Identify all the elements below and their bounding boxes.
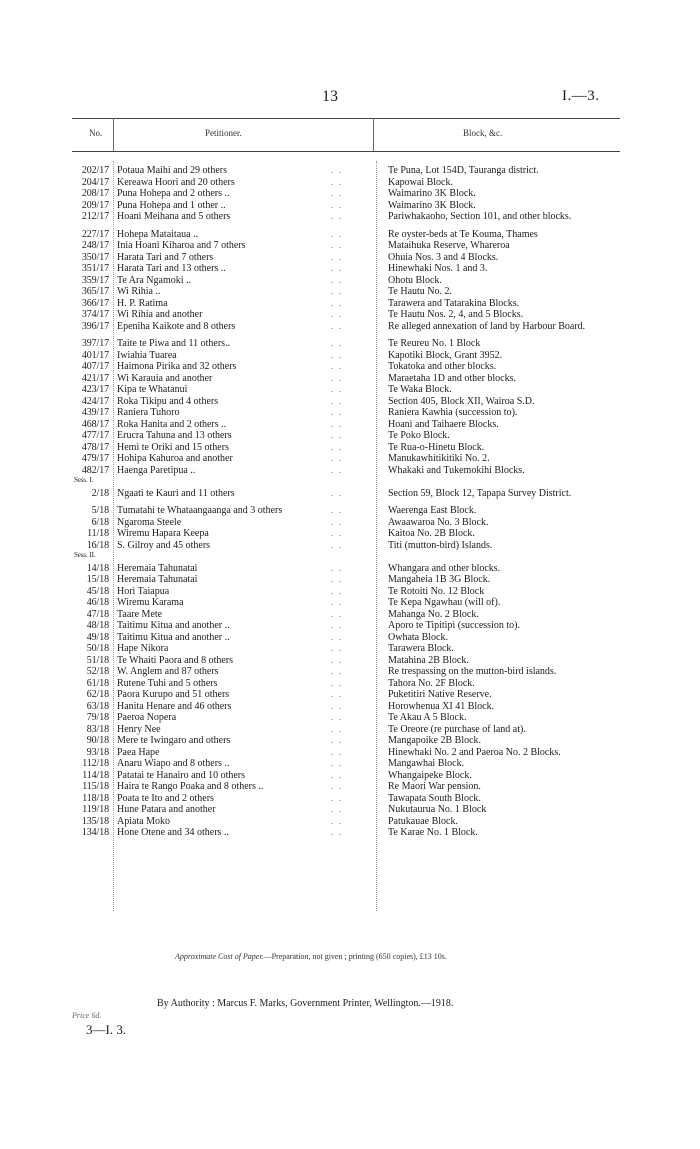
- row-block: Kapowai Block.: [388, 176, 453, 188]
- row-block: Tahora No. 2F Block.: [388, 677, 475, 689]
- row-petitioner: S. Gilroy and 45 others: [117, 539, 211, 551]
- row-petitioner: Wi Karauia and another: [117, 372, 213, 384]
- row-block: Re Maori War pension.: [388, 781, 481, 792]
- table-row: [72, 655, 632, 667]
- table-row: [72, 177, 632, 189]
- row-block: Hinewhaki No. 2 and Paeroa No. 2 Blocks.: [388, 746, 561, 758]
- page-number: 13: [322, 88, 338, 105]
- leader-dots: . .: [331, 275, 343, 285]
- column-header-block: Block, &c.: [463, 128, 503, 138]
- row-petitioner: Taitimu Kitua and another ..: [117, 631, 230, 643]
- leader-dots: . .: [331, 362, 343, 371]
- leader-dots: . .: [331, 350, 343, 360]
- table-row: [72, 252, 632, 264]
- row-block: Waimarino 3K Block.: [388, 199, 476, 211]
- row-petitioner: Patatai te Hanairo and 10 others: [117, 769, 246, 781]
- row-block: Te Puna, Lot 154D, Tauranga district.: [388, 165, 539, 176]
- table-row: [72, 724, 632, 736]
- authority-line: By Authority : Marcus F. Marks, Government Printer, Wellington.—1918.: [157, 998, 454, 1009]
- row-block: Aporo te Tipitipi (succession to).: [388, 620, 520, 631]
- row-number: 93/18: [86, 746, 109, 758]
- header-rule: [72, 151, 620, 152]
- row-petitioner: Roka Tikipu and 4 others: [117, 395, 219, 407]
- row-petitioner: Harata Tari and 7 others: [117, 251, 214, 263]
- leader-dots: . .: [331, 321, 343, 331]
- row-petitioner: Mere te Iwingaro and others: [117, 735, 231, 746]
- table-row: [72, 465, 632, 477]
- row-number: 227/17: [81, 228, 109, 240]
- row-number: 63/18: [86, 700, 109, 712]
- row-number: 212/17: [81, 211, 109, 222]
- table-row: [72, 770, 632, 782]
- row-block: Whangara and other blocks.: [388, 562, 501, 574]
- leader-dots: . .: [331, 678, 343, 688]
- row-number: 468/17: [81, 418, 109, 430]
- leader-dots: . .: [331, 701, 343, 711]
- leader-dots: . .: [331, 655, 343, 665]
- leader-dots: . .: [331, 488, 343, 498]
- leader-dots: . .: [331, 644, 343, 653]
- row-block: Te Poko Block.: [388, 430, 450, 441]
- row-block: Manukawhitikitiki No. 2.: [388, 453, 490, 464]
- row-petitioner: Ngaati te Kauri and 11 others: [117, 487, 235, 499]
- leader-dots: . .: [331, 431, 343, 440]
- row-number: 14/18: [86, 562, 109, 574]
- row-petitioner: Paora Kurupo and 51 others: [117, 689, 230, 700]
- table-row: [72, 701, 632, 713]
- row-number: 134/18: [81, 827, 109, 838]
- row-petitioner: Wiremu Hapara Keepa: [117, 528, 209, 539]
- row-block: Mangaheia 1B 3G Block.: [388, 574, 491, 585]
- row-petitioner: Erucra Tahuna and 13 others: [117, 430, 232, 441]
- table-row: [72, 632, 632, 644]
- row-block: Hinewhaki Nos. 1 and 3.: [388, 263, 488, 274]
- leader-dots: . .: [331, 442, 343, 452]
- table-row: [72, 586, 632, 598]
- table-row: [72, 211, 632, 223]
- table-row: [72, 597, 632, 609]
- row-number: 208/17: [81, 188, 109, 199]
- row-petitioner: Tumatahi te Whataangaanga and 3 others: [117, 505, 283, 516]
- row-petitioner: Taare Mete: [117, 608, 163, 620]
- leader-dots: . .: [331, 713, 343, 722]
- row-number: 15/18: [86, 574, 109, 585]
- table-row: [72, 263, 632, 275]
- leader-dots: . .: [331, 805, 343, 814]
- table-row: [72, 321, 632, 333]
- table-row: [72, 419, 632, 431]
- row-petitioner: Hanita Henare and 46 others: [117, 700, 232, 712]
- row-block: Mataihuka Reserve, Whareroa: [388, 240, 510, 251]
- row-number: 50/18: [86, 643, 109, 654]
- leader-dots: . .: [331, 816, 343, 826]
- row-petitioner: Hune Patara and another: [117, 804, 216, 815]
- row-petitioner: Hape Nikora: [117, 643, 169, 654]
- row-number: 16/18: [86, 539, 109, 551]
- row-petitioner: Te Whaiti Paora and 8 others: [117, 654, 234, 666]
- leader-dots: . .: [331, 229, 343, 239]
- row-block: Horowhenua XI 41 Block.: [388, 700, 495, 712]
- row-number: 46/18: [86, 597, 109, 608]
- row-block: Hoani and Taihaere Blocks.: [388, 418, 499, 430]
- row-petitioner: Paea Hape: [117, 746, 160, 758]
- table-row: [72, 488, 632, 500]
- row-petitioner: Wi Rihia ..: [117, 286, 161, 297]
- row-petitioner: Hone Otene and 34 others ..: [117, 827, 229, 838]
- row-block: Awaawaroa No. 3 Block.: [388, 516, 489, 528]
- row-block: Maraetaha 1D and other blocks.: [388, 372, 517, 384]
- row-block: Te Rotoiti No. 12 Block: [388, 585, 485, 597]
- leader-dots: . .: [331, 310, 343, 319]
- table-row: [72, 781, 632, 793]
- row-group-b: [72, 229, 632, 333]
- leader-dots: . .: [331, 298, 343, 308]
- row-block: Whangaipeke Block.: [388, 769, 472, 781]
- row-number: 478/17: [81, 441, 109, 453]
- table-row: [72, 275, 632, 287]
- row-petitioner: Ngaroma Steele: [117, 516, 182, 528]
- row-number: 52/18: [86, 666, 109, 677]
- row-group-e: [72, 563, 632, 839]
- row-petitioner: Heremaia Tahunatai: [117, 574, 198, 585]
- row-number: 48/18: [86, 620, 109, 631]
- table-row: [72, 396, 632, 408]
- row-petitioner: Heremaia Tahunatai: [117, 562, 198, 574]
- row-number: 439/17: [81, 407, 109, 418]
- row-petitioner: Hemi te Oriki and 15 others: [117, 441, 229, 453]
- leader-dots: . .: [331, 609, 343, 619]
- row-block: Section 59, Block 12, Tapapa Survey District.: [388, 487, 572, 499]
- column-divider-2: [373, 118, 374, 151]
- row-block: Kapotiki Block, Grant 3952.: [388, 349, 503, 361]
- row-block: Mangawhai Block.: [388, 758, 465, 769]
- row-number: 61/18: [86, 677, 109, 689]
- row-block: Re trespassing on the mutton-bird islands.: [388, 666, 557, 677]
- table-row: [72, 689, 632, 701]
- row-block: Te Karae No. 1 Block.: [388, 827, 478, 838]
- row-number: 407/17: [81, 361, 109, 372]
- leader-dots: . .: [331, 759, 343, 768]
- row-petitioner: Kipa te Whatanui: [117, 384, 188, 395]
- row-number: 118/18: [82, 792, 109, 804]
- column-header-petitioner: Petitioner.: [205, 128, 242, 138]
- table-row: [72, 678, 632, 690]
- table-row: [72, 758, 632, 770]
- row-number: 62/18: [86, 689, 109, 700]
- table-row: [72, 286, 632, 298]
- leader-dots: . .: [331, 385, 343, 394]
- row-petitioner: Anaru Wiapo and 8 others ..: [117, 758, 230, 769]
- row-petitioner: Raniera Tuhoro: [117, 407, 180, 418]
- table-row: [72, 620, 632, 632]
- table-row: [72, 643, 632, 655]
- table-row: [72, 735, 632, 747]
- table-row: [72, 804, 632, 816]
- leader-dots: . .: [331, 454, 343, 463]
- session-label: Sess. II.: [74, 551, 96, 559]
- table-row: [72, 430, 632, 442]
- row-block: Tarawera and Tatarakina Blocks.: [388, 297, 520, 309]
- leader-dots: . .: [331, 200, 343, 210]
- leader-dots: . .: [331, 212, 343, 221]
- row-number: 202/17: [81, 165, 109, 176]
- leader-dots: . .: [331, 690, 343, 699]
- row-block: Mangapoike 2B Block.: [388, 735, 482, 746]
- leader-dots: . .: [331, 586, 343, 596]
- top-rule: [72, 118, 620, 119]
- table-row: [72, 712, 632, 724]
- table-row: [72, 609, 632, 621]
- table-row: [72, 574, 632, 586]
- leader-dots: . .: [331, 264, 343, 273]
- table-row: [72, 528, 632, 540]
- row-number: 11/18: [87, 528, 109, 539]
- leader-dots: . .: [331, 517, 343, 527]
- leader-dots: . .: [331, 241, 343, 250]
- row-number: 351/17: [81, 263, 109, 274]
- leader-dots: . .: [331, 724, 343, 734]
- leader-dots: . .: [331, 529, 343, 538]
- row-block: Owhata Block.: [388, 631, 448, 643]
- row-number: 350/17: [81, 251, 109, 263]
- table-row: [72, 350, 632, 362]
- row-number: 115/18: [82, 781, 109, 792]
- leader-dots: . .: [331, 736, 343, 745]
- petitions-table: [72, 165, 632, 839]
- page-reference: I.—3.: [562, 88, 600, 104]
- table-row: [72, 827, 632, 839]
- leader-dots: . .: [331, 782, 343, 791]
- table-row: [72, 188, 632, 200]
- leader-dots: . .: [331, 465, 343, 475]
- column-divider-1: [113, 118, 114, 151]
- table-row: [72, 517, 632, 529]
- row-block: Nukutaurua No. 1 Block: [388, 804, 487, 815]
- row-block: Matahina 2B Block.: [388, 654, 469, 666]
- row-petitioner: Wi Rihia and another: [117, 309, 203, 320]
- row-petitioner: Haimona Pirika and 32 others: [117, 361, 237, 372]
- row-petitioner: Harata Tari and 13 others ..: [117, 263, 226, 274]
- row-petitioner: Te Ara Ngamoki ..: [117, 274, 192, 286]
- leader-dots: . .: [331, 632, 343, 642]
- leader-dots: . .: [331, 793, 343, 803]
- cost-text: —Preparation, not given ; printing (650 copies), £13 10s.: [263, 952, 447, 961]
- leader-dots: . .: [331, 598, 343, 607]
- row-block: Tawapata South Block.: [388, 792, 481, 804]
- row-petitioner: Hori Taiapua: [117, 585, 170, 597]
- cost-label: Approximate Cost of Paper.: [175, 952, 264, 961]
- cost-note: [175, 952, 447, 961]
- row-petitioner: Roka Hanita and 2 others ..: [117, 418, 227, 430]
- row-block: Patukauae Block.: [388, 815, 458, 827]
- row-group-c: [72, 338, 632, 476]
- row-number: 5/18: [91, 505, 109, 516]
- table-row: [72, 563, 632, 575]
- row-number: 366/17: [81, 297, 109, 309]
- leader-dots: . .: [331, 408, 343, 417]
- row-petitioner: Haenga Paretipua ..: [117, 464, 196, 476]
- row-block: Ohuia Nos. 3 and 4 Blocks.: [388, 251, 499, 263]
- row-petitioner: Puna Hohepa and 1 other ..: [117, 199, 226, 211]
- leader-dots: . .: [331, 287, 343, 296]
- row-block: Kaitoa No. 2B Block.: [388, 528, 475, 539]
- row-petitioner: Taite te Piwa and 11 others..: [117, 338, 231, 349]
- table-row: [72, 816, 632, 828]
- row-block: Tokatoka and other blocks.: [388, 361, 497, 372]
- row-number: 477/17: [81, 430, 109, 441]
- leader-dots: . .: [331, 540, 343, 550]
- row-group-d: [72, 505, 632, 551]
- row-block: Te Hautu Nos. 2, 4, and 5 Blocks.: [388, 309, 524, 320]
- row-block: Raniera Kawhia (succession to).: [388, 407, 518, 418]
- row-block: Tarawera Block.: [388, 643, 454, 654]
- row-block: Waerenga East Block.: [388, 505, 477, 516]
- table-row: [72, 505, 632, 517]
- table-row: [72, 298, 632, 310]
- printer-signature: 3—I. 3.: [86, 1022, 127, 1037]
- table-row: [72, 338, 632, 350]
- row-number: 135/18: [81, 815, 109, 827]
- table-row: [72, 540, 632, 552]
- row-petitioner: Haira te Rango Poaka and 8 others ..: [117, 781, 264, 792]
- table-row: [72, 309, 632, 321]
- row-number: 424/17: [81, 395, 109, 407]
- table-row: [72, 361, 632, 373]
- table-row: [72, 165, 632, 177]
- row-petitioner: H. P. Ratima: [117, 297, 168, 309]
- row-number: 204/17: [81, 176, 109, 188]
- table-row: [72, 793, 632, 805]
- leader-dots: . .: [331, 373, 343, 383]
- row-group-a: [72, 165, 632, 223]
- row-petitioner: W. Anglem and 87 others: [117, 666, 219, 677]
- row-petitioner: Iwiahia Tuarea: [117, 349, 177, 361]
- row-number: 83/18: [86, 723, 109, 735]
- row-block: Mahanga No. 2 Block.: [388, 608, 479, 620]
- leader-dots: . .: [331, 177, 343, 187]
- row-number: 359/17: [81, 274, 109, 286]
- row-number: 421/17: [81, 372, 109, 384]
- row-petitioner: Poata te Ito and 2 others: [117, 792, 214, 804]
- row-number: 2/18: [91, 487, 109, 499]
- row-block: Te Reureu No. 1 Block: [388, 338, 481, 349]
- row-number: 396/17: [81, 320, 109, 332]
- leader-dots: . .: [331, 621, 343, 630]
- table-row: [72, 666, 632, 678]
- row-petitioner: Rutene Tuhi and 5 others: [117, 677, 218, 689]
- leader-dots: . .: [331, 339, 343, 348]
- row-petitioner: Hohipa Kahuroa and another: [117, 453, 233, 464]
- row-block: Waimarino 3K Block.: [388, 188, 476, 199]
- leader-dots: . .: [331, 667, 343, 676]
- leader-dots: . .: [331, 747, 343, 757]
- row-petitioner: Henry Nee: [117, 723, 161, 735]
- row-number: 49/18: [86, 631, 109, 643]
- row-petitioner: Puna Hohepa and 2 others ..: [117, 188, 230, 199]
- table-row: [72, 747, 632, 759]
- row-number: 479/17: [81, 453, 109, 464]
- table-row: [72, 442, 632, 454]
- row-block: Te Kepa Ngawhau (will of).: [388, 597, 501, 608]
- leader-dots: . .: [331, 506, 343, 515]
- row-petitioner: Potaua Maihi and 29 others: [117, 165, 227, 176]
- row-petitioner: Wiremu Karama: [117, 597, 184, 608]
- row-petitioner: Kereawa Hoori and 20 others: [117, 176, 235, 188]
- row-block: Whakaki and Tukemokihi Blocks.: [388, 464, 525, 476]
- leader-dots: . .: [331, 166, 343, 175]
- row-block: Ohotu Block.: [388, 274, 442, 286]
- table-row: [72, 384, 632, 396]
- table-row: [72, 240, 632, 252]
- price-note: Price 6d.: [72, 1011, 102, 1020]
- leader-dots: . .: [331, 396, 343, 406]
- table-row: [72, 453, 632, 465]
- row-block: Puketitiri Native Reserve.: [388, 689, 492, 700]
- row-block: Te Oreore (re purchase of land at).: [388, 723, 526, 735]
- row-block: Re alleged annexation of land by Harbour Board.: [388, 320, 586, 332]
- leader-dots: . .: [331, 419, 343, 429]
- row-number: 45/18: [86, 585, 109, 597]
- row-petitioner: Epeniha Kaikote and 8 others: [117, 320, 236, 332]
- row-block: Re oyster-beds at Te Kouma, Thames: [388, 228, 538, 240]
- leader-dots: . .: [331, 828, 343, 837]
- row-number: 90/18: [86, 735, 109, 746]
- row-number: 51/18: [86, 654, 109, 666]
- row-number: 6/18: [91, 516, 109, 528]
- row-number: 248/17: [81, 240, 109, 251]
- row-block: Section 405, Block XII, Wairoa S.D.: [388, 395, 535, 407]
- row-petitioner: Paeroa Nopera: [117, 712, 177, 723]
- row-block: Pariwhakaoho, Section 101, and other blocks.: [388, 211, 572, 222]
- row-block: Te Akau A 5 Block.: [388, 712, 467, 723]
- row-petitioner: Hohepa Mataitaua ..: [117, 228, 199, 240]
- leader-dots: . .: [331, 575, 343, 584]
- row-number: 209/17: [81, 199, 109, 211]
- row-number: 112/18: [82, 758, 109, 769]
- row-number: 47/18: [86, 608, 109, 620]
- leader-dots: . .: [331, 252, 343, 262]
- row-number: 401/17: [81, 349, 109, 361]
- table-row: [72, 373, 632, 385]
- leader-dots: . .: [331, 770, 343, 780]
- table-row: [72, 200, 632, 212]
- row-petitioner: Inia Hoani Kiharoa and 7 others: [117, 240, 246, 251]
- table-row: [72, 407, 632, 419]
- row-number: 79/18: [86, 712, 109, 723]
- row-number: 482/17: [81, 464, 109, 476]
- row-number: 423/17: [81, 384, 109, 395]
- row-number: 397/17: [81, 338, 109, 349]
- column-header-no: No.: [89, 128, 103, 138]
- row-number: 374/17: [81, 309, 109, 320]
- row-number: 114/18: [82, 769, 109, 781]
- row-block: Te Rua-o-Hinetu Block.: [388, 441, 485, 453]
- row-number: 365/17: [81, 286, 109, 297]
- row-petitioner: Apiata Moko: [117, 815, 171, 827]
- row-block: Te Hautu No. 2.: [388, 286, 453, 297]
- leader-dots: . .: [331, 563, 343, 573]
- row-block: Titi (mutton-bird) Islands.: [388, 539, 493, 551]
- row-petitioner: Hoani Meihana and 5 others: [117, 211, 231, 222]
- row-petitioner: Taitimu Kitua and another ..: [117, 620, 230, 631]
- row-number: 119/18: [82, 804, 109, 815]
- table-row: [72, 229, 632, 241]
- leader-dots: . .: [331, 189, 343, 198]
- row-block: Te Waka Block.: [388, 384, 452, 395]
- session-label: Sess. I.: [74, 476, 94, 484]
